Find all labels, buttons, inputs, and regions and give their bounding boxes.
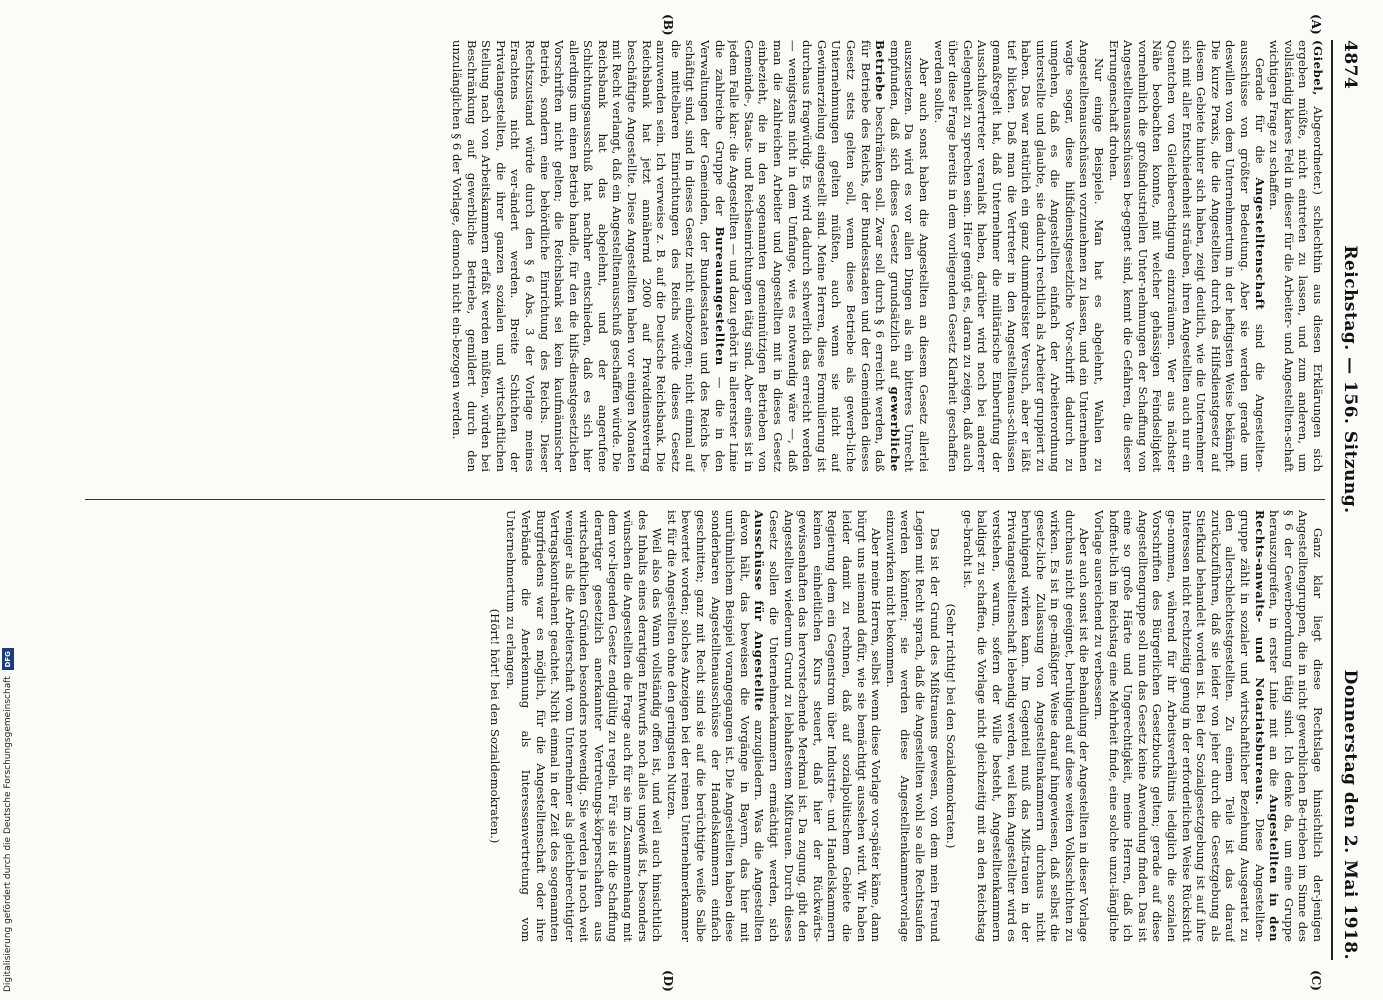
page-header	[1335, 40, 1365, 960]
paragraph	[960, 510, 1091, 942]
digitization-credit	[2, 648, 14, 992]
emphasis-text: Angestelltenschaft	[1252, 177, 1267, 311]
paragraph-text: Gerade für die	[1252, 58, 1267, 164]
session-date: Donnerstag den 2. Mai 1918.	[1340, 669, 1360, 960]
paragraph-text: Weil also das Wann vollständig offen ist, und weil auch hinsichtlich des Inhalts eines derartigen Entwurfs noch alles ungewiß ist, besonders wünschen die Angestellten die Frage auch für sie im Zusammenhang mit dem vor-liegenden Gesetz endgültig zu regeln. Für sie ist die Schaffung derartiger gesetzlich anerkannter Vertretungs-körperschaften aus wirtschaftlichen Gründen besonders notwendig. Sie werden ja noch weit weniger als die Arbeiterschaft vom Unternehmer als gleichberechtigter Vertragskontrahent geachtet. Nicht einmal in der Zeit des sogenannten Burgfriedens war es möglich, für die Angestelltenschaft oder ihre Verbände die Anerkennung als Interessenvertretung vom Unternehmertum zu erlangen.	[504, 510, 665, 942]
session-title: Reichstag. — 156. Sitzung.	[1340, 245, 1360, 514]
speaker-role: Abgeordneter.)	[1311, 106, 1325, 195]
speaker-name: (Giebel,	[1311, 40, 1325, 96]
margin-letter-c: (C)	[1309, 970, 1323, 991]
paragraph	[1106, 40, 1267, 472]
paragraph-text: Aber auch sonst ist die Behandlung der Angestellten in dieser Vorlage durchaus nicht geeignet, beruhigend auf diese weiten Volksschichten zu wirken. Es ist in ge-mäßigter Weise darauf hingewiesen, daß selbst die gesetz-liche Zulassung von Angestelltenkammern durchaus nicht beruhigend wirken kann. Im Gegenteil muß das Miß-trauen in der Privatangestelltenschaft lebendig werden, weil kein Angestellter wird es verstehen, warum, sofern der Wille besteht, Angestelltenkammern baldigst zu schaffen, die Vorlage nicht gleichzeitig mit an den Reichstag ge-bracht ist.	[960, 510, 1092, 942]
paragraph-text: Ganz klar liegt diese Rechtslage hinsichtlich der-jenigen Angestelltengruppen, die in nicht gewerblichen Be-trieben im Sinne des § 6 der Gewerbeordnung tätig sind. Ich denke da, um eine Gruppe herauszugreifen, in erster Linie mit an die	[1267, 510, 1325, 942]
paragraph	[883, 510, 941, 942]
rotated-page-content	[65, 14, 1365, 992]
emphasis-text: Bureauangestellten	[712, 226, 727, 366]
margin-letter-d: (D)	[661, 970, 675, 992]
margin-letter-a: (A)	[1309, 14, 1323, 35]
dfg-logo: DFG	[2, 648, 14, 670]
paragraph-text: Das ist der Grund des Mißtrauens gewesen, von dem mein Freund Legien mit Recht sprach, daß die Angestellten wohl so alle Rechtsaufen werden könnten; sie werden diese Angestelltenkammervorlage einzuwirken nicht bekommen.	[883, 510, 942, 942]
emphasis-text: gewerbliche Betriebe	[873, 40, 902, 472]
page-inner	[80, 14, 1365, 992]
page-number: 4874	[1340, 40, 1360, 90]
paragraph-text: Aber meine Herren, selbst wenn diese Vorlage vor-später käme, dann bürgt uns niemand dafür, wie sie bemächtigt aussehen wird. Wir haben leider damit zu rechnen, daß auf sozialpolitischem Gebiete die Regierung dem ein Gegenstrom über Industrie- und Handelskammern keinen einheitlichen Kurs steuert, daß hier der Rückwärts-gewissenhaften das hervorstechende Merkmal ist. Da zugung, gibt den Angestellten wiederum Grund zu lebhaftestem Mißtrauen. Durch dieses Gesetz sollen die Unternehmerkammern ermächtigt werden, sich	[767, 510, 884, 942]
header-rule	[1331, 40, 1333, 960]
paragraph-text: beschränken soll. Zwar soll durch § 6 erreicht werden, daß für Betriebe des Reichs, der Bundesstaaten und der Gemeinden dieses Gesetz stets gelten soll, wenn diese Betriebe als gewerb-liche Unternehmungen gelten müßten, auch wenn sie nicht auf Gewinnerzielung eingestellt sind. Meine Herren, diese Formulierung ist durchaus fragwürdig. Es wird dadurch schwerlich das erreicht werden — wenigstens nicht in dem Umfange, wie es notwendig wäre —, daß man die zahlreichen Arbeiter und Angestellten mit in dieses Gesetz einbezieht, die in den sogenannten gemeinnützigen Betrieben von Gemeinde-, Staats- und Reichseinrichtungen tätig sind. Aber eines ist in jedem Falle klar: die Angestellten — und dazu gehört in allererster Linie die zahlreiche Gruppe der	[712, 40, 888, 472]
paragraph	[449, 40, 931, 472]
paragraph	[1267, 40, 1325, 472]
margin-letter-b: (B)	[661, 14, 675, 36]
left-column	[85, 40, 1325, 472]
emphasis-text: Ausschüsse für Angestellte	[752, 510, 767, 712]
paragraph	[504, 510, 665, 942]
credit-text: Digitalisierung gefördert durch die Deutsche Forschungsgemeinschaft	[3, 676, 13, 992]
paragraph	[664, 510, 883, 942]
interjection: (Hört! hört! bei den Sozialdemokraten.)	[487, 608, 502, 844]
column-divider	[85, 499, 1325, 500]
emphasis-text: Angestellten in den Rechts-anwalts- und Notariatsbureaus.	[1252, 510, 1282, 942]
interjection: (Sehr richtig! bei den Sozialdemokraten.)	[944, 603, 959, 849]
paragraph-text: — die in den Verwaltungen der Gemeinden, der Bundesstaaten und des Reichs be-schäftigt sind, sind in dieses Gesetz nicht einbezogen; nicht einmal auf die mittelbaren Einrichtungen des Reichs würde dieses Gesetz anzuwenden sein. Ich verweise z. B. auf die Deutsche Reichsbank. Die Reichsbank hat jetzt annähernd 2000 auf Privatdienstvertrag beschäftigte Angestellte. Diese Angestellten haben vor einigen Monaten mit Recht verlangt, daß ein Angestelltenausschuß geschaffen würde. Die Reichsbank hat das abgelehnt, und der angerufene Schlichtungsausschuß hat nachher entschieden, daß es sich hier allerdings um einen Betrieb handle, für den die hilfs-dienstgesetzlichen Vorschriften nicht gelten; die Reichsbank sei kein kaufmännischer Betrieb, sondern eine behördliche Einrichtung des Reichs. Dieser Rechtszustand würde durch den § 6 Abs. 3 der Vorlage meines Erachtens nicht ver-ändert werden. Breite Schichten der Privatangestellten, die ihrer ganzen sozialen und wirtschaftlichen Stellung nach von Arbeitskammern erfaßt werden müßten, würden bei Beschränkung auf gewerbliche Betriebe, gemildert durch den unzulänglichen § 6 der Vorlage, dennoch nicht ein-bezogen werden.	[449, 40, 727, 472]
paragraph	[931, 40, 1106, 472]
paragraph-text: schlechthin aus diesen Erklärungen sich ergeben müßte, nicht eintreten zu lassen, und zum anderen, um vollständig klares Feld in dieser für die Arbeiter- und Angestellten-schaft wichtigen Frage zu schaffen.	[1267, 40, 1325, 472]
paragraph-text: Nur einige Beispiele. Man hat es abgelehnt, Wahlen zu Angestelltenausschüssen vorzunehmen zu lassen, und ein Unternehmen wagte sogar, diese hilfsdienstgesetzliche Vor-schrift dadurch zu umgehen, daß es die Angestellten einfach der Arbeiterordnung unterstellte und glaubte, sie dadurch rechtlich als Arbeiter gruppiert zu haben. Das war natürlich ein ganz dummdreister Versuch, aber er läßt tief blicken. Daß man die Vertreter in den Angestelltenaus-schüssen gemaßregelt hat, daß Unternehmer die militärische Einberufung der Ausschußvertreter veranlaßt haben, darüber wird noch bei anderer Gelegenheit zu sprechen sein. Hier genügt es, daran zu zeigen, daß auch über diese Frage bereits in dem vorliegenden Gesetz Klarheit geschaffen werden sollte.	[931, 40, 1107, 472]
paragraph-text: Diese Angestellten-gruppe zählt in sozialer und wirtschaftlicher Beziehung Ausgeartet zu den allerschlechtestgestellten. Zu einem Teile ist das darauf zurückzuführen, daß sie leider von jeher durch die Gesetzgebung als Stiefkind behandelt worden ist. Bei der Sozialgesetzgebung ist auf ihre Interessen nicht rechtzeitig genug in der erforderlichen Weise Rücksicht ge-nommen, während für ihr Arbeitsverhältnis lediglich die sozialen Vorschriften des Bürgerlichen Gesetzbuchs gelten; gerade auf diese Angestelltengruppe soll nun das Gesetz keine Anwendung finden. Das ist eine so große Härte und Ungerechtigkeit, meine Herren, daß ich hoffent-lich im Reichstag eine Mehrheit finde, eine solche unzu-längliche Vorlage ausreichend zu verbessern.	[1092, 510, 1267, 942]
paragraph-text: sind die Angestellten-ausschüsse von größter Bedeutung. Aber sie werden gerade um deswillen von dem Unternehmertum in der heftigsten Weise bekämpft. Die kurze Praxis, die die Angestellten durch das Hilfsdienstgesetz auf diesem Gebiete hinter sich haben, zeigt deutlich, wie die Unternehmer sich mit aller Entschiedenheit sträuben, ihren Angestellten auch nur ein Quentchen von Gleichberechtigung einzuräumen. Wer aus nächster Nähe beobachten konnte, mit welcher gehässigen Feindseligkeit vornehmlich die großindustriellen Unter-nehmungen der Schaffung von Angestelltenausschüssen be-gegnet sind, kennt die Gefahren, die dieser Errungenschaft drohen.	[1106, 40, 1267, 472]
right-column	[85, 510, 1325, 942]
paragraph-text: anzugliedern. Was die Angestellten davon hält, das beweisen die Vorgänge in Bayern, das hier mit unrühmlichem Beispiel vorangegangen ist. Die Angestellten haben diese sonderbaren Angestelltenausschüsse der Handelskammern einfach geschnitten; ganz mit Recht sind sie auf die berüchtigte weiße Salbe bewertet worden; solches Anzeigen bei der reinen Unternehmerkammer ist für die Angestellten ohne den geringsten Nutzen.	[664, 510, 767, 942]
paragraph-text: Aber auch sonst haben die Angestellten an diesem Gesetz allerlei auszusetzen. Da wird es vor allen Dingen als ein bitteres Unrecht empfunden, daß sich dieses Gesetz grundsätzlich auf	[887, 40, 931, 472]
paragraph	[1092, 510, 1326, 942]
